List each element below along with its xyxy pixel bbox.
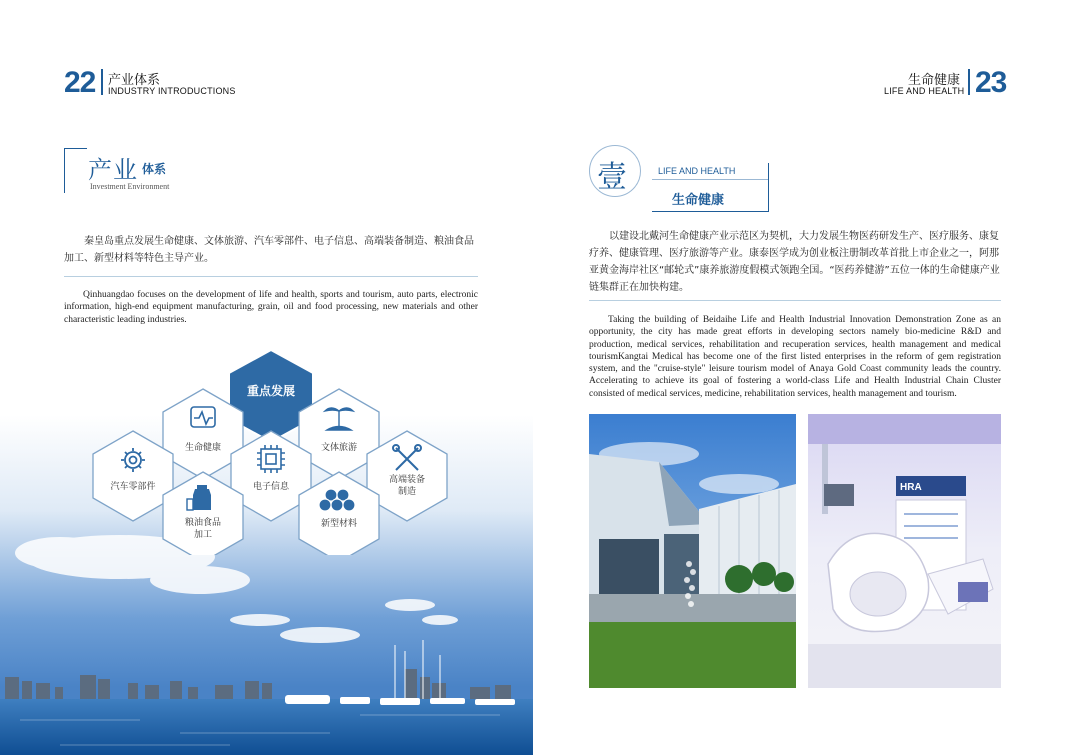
left-header-divider — [101, 69, 103, 95]
section-label-line — [652, 179, 768, 180]
hra-sign-text: HRA — [900, 482, 922, 493]
hex-auto-parts[interactable] — [93, 431, 173, 521]
medical-equipment-room-photo — [808, 414, 1001, 688]
right-divider — [589, 300, 1001, 301]
section-label-cn: 生命健康 — [672, 193, 725, 208]
left-body-cn: 秦皇岛重点发展生命健康、文体旅游、汽车零部件、电子信息、高端装备制造、粮油食品加工、新型材料等特色主导产业。 — [64, 236, 474, 264]
hex-electronics-label: 电子信息 — [252, 482, 290, 492]
hex-grain-oil-label-2: 加工 — [193, 530, 213, 540]
hex-equipment-label-2: 制造 — [397, 487, 417, 497]
building-photo — [589, 414, 796, 688]
left-page-number: 22 — [64, 66, 96, 99]
section-heading-small: 体系 — [142, 162, 167, 176]
section-heading-big: 产业 — [88, 156, 138, 184]
hex-life-health-label: 生命健康 — [184, 443, 222, 453]
section-heading-subtitle: Investment Environment — [90, 182, 170, 191]
hex-auto-parts-label: 汽车零部件 — [110, 482, 156, 492]
right-body-cn: 以建设北戴河生命健康产业示范区为契机，大力发展生物医药研发生产、医疗服务、康复疗养、健康管理、医疗旅游等产业。康泰医学成为创业板注册制改革首批上市企业之一，阿那亚黄金海岸社区“邮轮式”康养旅游度假模式领跑全国。“医药养健游”五位一体的生命健康产业链集群正在加快构建。 — [589, 231, 1000, 293]
section-badge-char: 壹 — [597, 160, 627, 195]
right-header-divider — [968, 69, 970, 95]
right-header-title-en: LIFE AND HEALTH — [884, 86, 965, 96]
modern-building-photo — [589, 414, 796, 688]
industry-hex-diagram — [85, 345, 457, 555]
right-header-title-cn: 生命健康 — [908, 73, 961, 88]
left-header-title-cn: 产业体系 — [108, 73, 161, 88]
hex-grain-oil-label-1: 粮油食品 — [184, 518, 222, 528]
medical-room-photo — [808, 414, 1001, 688]
hex-equipment-label-1: 高端装备 — [388, 475, 426, 485]
section-label-en: LIFE AND HEALTH — [658, 166, 736, 176]
hex-new-materials-label: 新型材料 — [320, 519, 358, 529]
hex-tourism-label: 文体旅游 — [320, 443, 358, 453]
section-heading-frame — [64, 148, 87, 193]
left-header-title-en: INDUSTRY INTRODUCTIONS — [108, 86, 236, 96]
left-divider — [64, 276, 478, 277]
hex-center-label: 重点发展 — [246, 384, 296, 398]
left-body-en: Qinhuangdao focuses on the development of life and health, sports and tourism, auto parts, electronic information, high-end equipment manufacturing, grain, oil and food processing, new materials and other characteristic leading industries. — [64, 290, 478, 325]
right-page-number: 23 — [975, 66, 1007, 99]
right-body-en: Taking the building of Beidaihe Life and Health Industrial Innovation Demonstration Zone as an opportunity, the city has made great efforts in developing sectors namely bio-medicine R&D and production, medical services, rehabilitation and recuperation services, health management and medical tourismKangtai Medical has become one of the first listed enterprises in the reform of gem registration system, and the "cruise-style" leisure tourism model of Anaya Gold Coast community leads the country. Accelerating to achieve its goal of fostering a world-class Life and Health Industrial Chain Cluster consisted of medical services, medicine, rehabilitation services, health management and tourism. — [589, 315, 1001, 399]
